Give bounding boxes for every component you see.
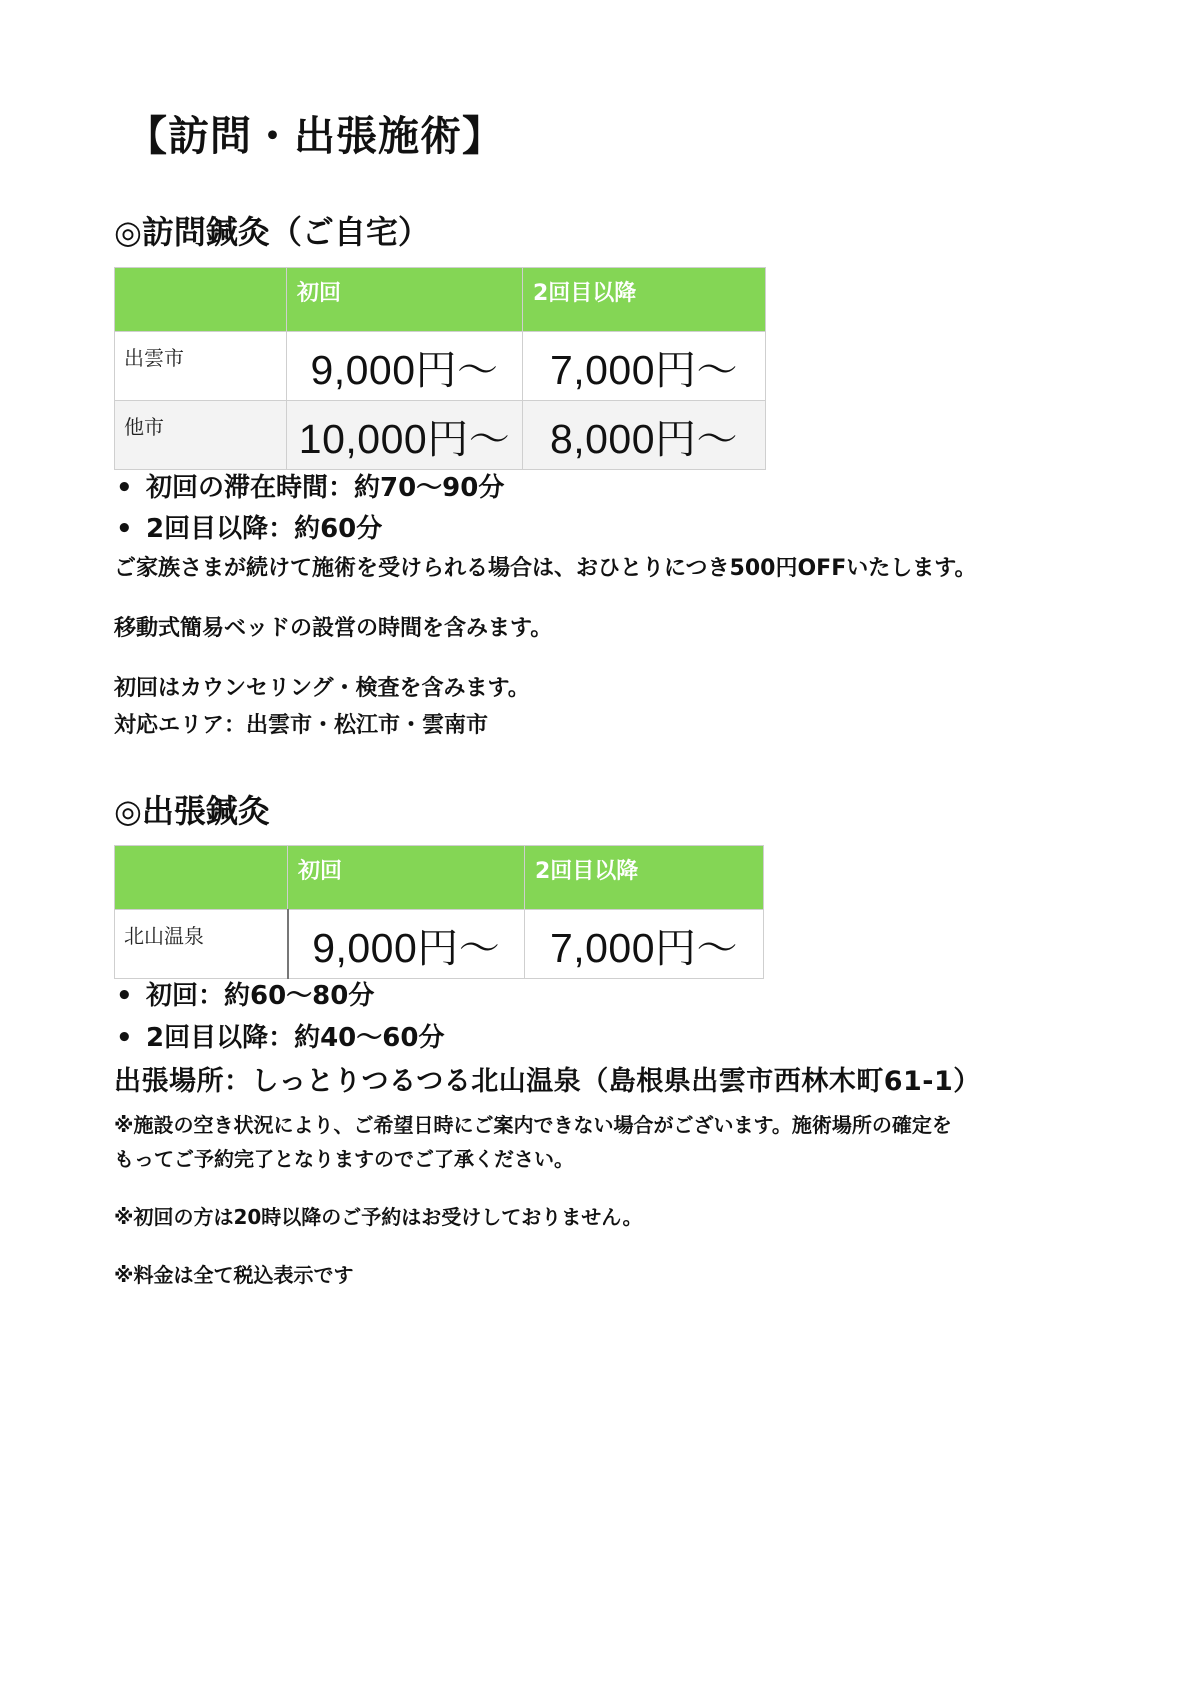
bullet-mark: • <box>116 981 133 1011</box>
list-item <box>116 978 374 1014</box>
table-header-corner <box>115 846 288 910</box>
note-text: もってご予約完了となりますのでご了承ください。 <box>114 1147 574 1171</box>
bullet-mark: • <box>116 514 133 544</box>
home-visit-price-table <box>114 267 766 470</box>
outreach-heading: ◎出張鍼灸 <box>114 792 270 830</box>
list-item-text: 初回の滞在時間：約70〜90分 <box>146 473 505 503</box>
note-text: 初回はカウンセリング・検査を含みます。 <box>114 676 530 701</box>
service-area-text: 対応エリア：出雲市・松江市・雲南市 <box>114 713 489 738</box>
home-visit-heading: ◎訪問鍼灸（ご自宅） <box>114 213 430 251</box>
column-header-first: 初回 <box>288 846 525 910</box>
note-text: ※初回の方は20時以降のご予約はお受けしておりません。 <box>114 1205 643 1229</box>
first-price-cell: 9,000円〜 <box>287 332 523 401</box>
first-price-cell: 9,000円〜 <box>288 910 525 979</box>
table-header-row <box>115 268 766 332</box>
page-title: 【訪問・出張施術】 <box>126 112 504 160</box>
column-header-first: 初回 <box>287 268 523 332</box>
note-text: 移動式簡易ベッドの設営の時間を含みます。 <box>114 616 553 641</box>
list-item <box>116 1020 444 1056</box>
note-text: ※施設の空き状況により、ご希望日時にご案内できない場合がございます。施術場所の確定を <box>114 1113 952 1137</box>
area-cell: 他市 <box>115 401 287 470</box>
outreach-price-table <box>114 845 764 979</box>
area-cell: 北山温泉 <box>115 910 288 979</box>
bullet-mark: • <box>116 1023 133 1053</box>
table-row <box>115 910 764 979</box>
list-item-text: 初回：約60〜80分 <box>146 981 375 1011</box>
outreach-location: 出張場所：しっとりつるつる北山温泉（島根県出雲市西林木町61-1） <box>114 1066 981 1097</box>
repeat-price-cell: 7,000円〜 <box>523 332 766 401</box>
list-item <box>116 511 382 547</box>
tax-note: ※料金は全て税込表示です <box>114 1263 354 1287</box>
list-item <box>116 470 504 506</box>
table-row <box>115 332 766 401</box>
repeat-price-cell: 8,000円〜 <box>523 401 766 470</box>
table-row <box>115 401 766 470</box>
first-price-cell: 10,000円〜 <box>287 401 523 470</box>
note-text: ご家族さまが続けて施術を受けられる場合は、おひとりにつき500円OFFいたします。 <box>114 556 977 581</box>
column-header-repeat: 2回目以降 <box>523 268 766 332</box>
list-item-text: 2回目以降：約60分 <box>146 514 383 544</box>
column-header-repeat: 2回目以降 <box>525 846 764 910</box>
repeat-price-cell: 7,000円〜 <box>525 910 764 979</box>
area-cell: 出雲市 <box>115 332 287 401</box>
bullet-mark: • <box>116 473 133 503</box>
list-item-text: 2回目以降：約40〜60分 <box>146 1023 445 1053</box>
table-header-row <box>115 846 764 910</box>
table-header-corner <box>115 268 287 332</box>
